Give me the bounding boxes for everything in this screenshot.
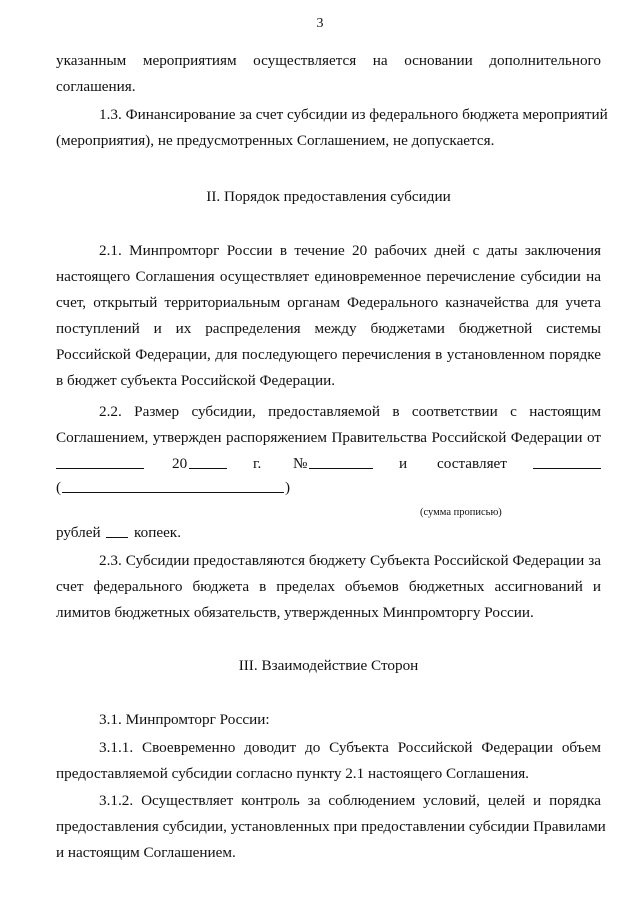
paragraph-text-line: (мероприятия), не предусмотренных Соглашением, не допускается. [56, 132, 495, 149]
rubles-kopecks-line [56, 523, 601, 543]
paragraph-text-line: Российской Федерации, для последующего перечисления в установленном порядке [56, 346, 601, 363]
paragraph-3-1-1-first-line: 3.1.1. Своевременно доводит до Субъекта Российской Федерации объем [99, 739, 601, 756]
page-number: 3 [316, 16, 324, 31]
paragraph-text-line: настоящего Соглашения осуществляет единовременное перечисление субсидии на [56, 268, 601, 285]
sostavlyaet-text: составляет [437, 455, 507, 472]
rubles-text: рублей [56, 524, 101, 541]
paragraph-text-line: и настоящим Соглашением. [56, 844, 236, 861]
paren-open: ( [56, 479, 62, 496]
amount-words-line [56, 478, 601, 498]
year-suffix: г. [253, 455, 262, 472]
amount-words-note: (сумма прописью) [420, 507, 502, 518]
paragraph-text-line: поступлений и их распределения между бюджетами бюджетной системы [56, 320, 601, 337]
number-sign: № [293, 455, 308, 472]
paragraph-text-line: предоставляемой субсидии согласно пункту 2.1 настоящего Соглашения. [56, 765, 529, 782]
section-3-title: III. Взаимодействие Сторон [238, 657, 419, 674]
date-blank [56, 454, 144, 469]
paragraph-2-2-first-line: 2.2. Размер субсидии, предоставляемой в соответствии с настоящим [99, 403, 601, 420]
paragraph-3-1-2-first-line: 3.1.2. Осуществляет контроль за соблюдением условий, целей и порядка [99, 792, 601, 809]
paragraph-3-1: 3.1. Минпромторг России: [99, 711, 270, 728]
paragraph-text-line: счет федерального бюджета в пределах объемов бюджетных ассигнований и [56, 578, 601, 595]
date-number-fill-line [56, 454, 601, 474]
kopecks-text: копеек. [134, 524, 181, 541]
paren-close: ) [285, 479, 291, 496]
paragraph-text-line: в бюджет субъекта Российской Федерации. [56, 372, 336, 389]
kopecks-blank [106, 523, 128, 538]
amount-words-blank [62, 478, 284, 493]
number-blank [309, 454, 373, 469]
amount-blank [533, 454, 601, 469]
paragraph-2-1-first-line: 2.1. Минпромторг России в течение 20 рабочих дней с даты заключения [99, 242, 601, 259]
paragraph-text-line: счет, открытый территориальным органам Федерального казначейства для учета [56, 294, 601, 311]
paragraph-text-line: Соглашением, утвержден распоряжением Правительства Российской Федерации от [56, 429, 601, 446]
paragraph-text-line: соглашения. [56, 78, 136, 95]
paragraph-2-3-first-line: 2.3. Субсидии предоставляются бюджету Субъекта Российской Федерации за [99, 552, 601, 569]
year-prefix: 20 [172, 455, 188, 472]
section-2-title: II. Порядок предоставления субсидии [206, 188, 451, 205]
paragraph-text-line: лимитов бюджетных обязательств, утвержденных Минпромторгу России. [56, 604, 534, 621]
year-blank [189, 454, 227, 469]
conjunction-text: и [399, 455, 408, 472]
paragraph-text-line: предоставления субсидии, установленных при предоставлении субсидии Правилами [56, 818, 606, 835]
paragraph-1-3-first-line: 1.3. Финансирование за счет субсидии из федерального бюджета мероприятий [99, 106, 608, 123]
paragraph-text-line: указанным мероприятиям осуществляется на основании дополнительного [56, 52, 601, 69]
